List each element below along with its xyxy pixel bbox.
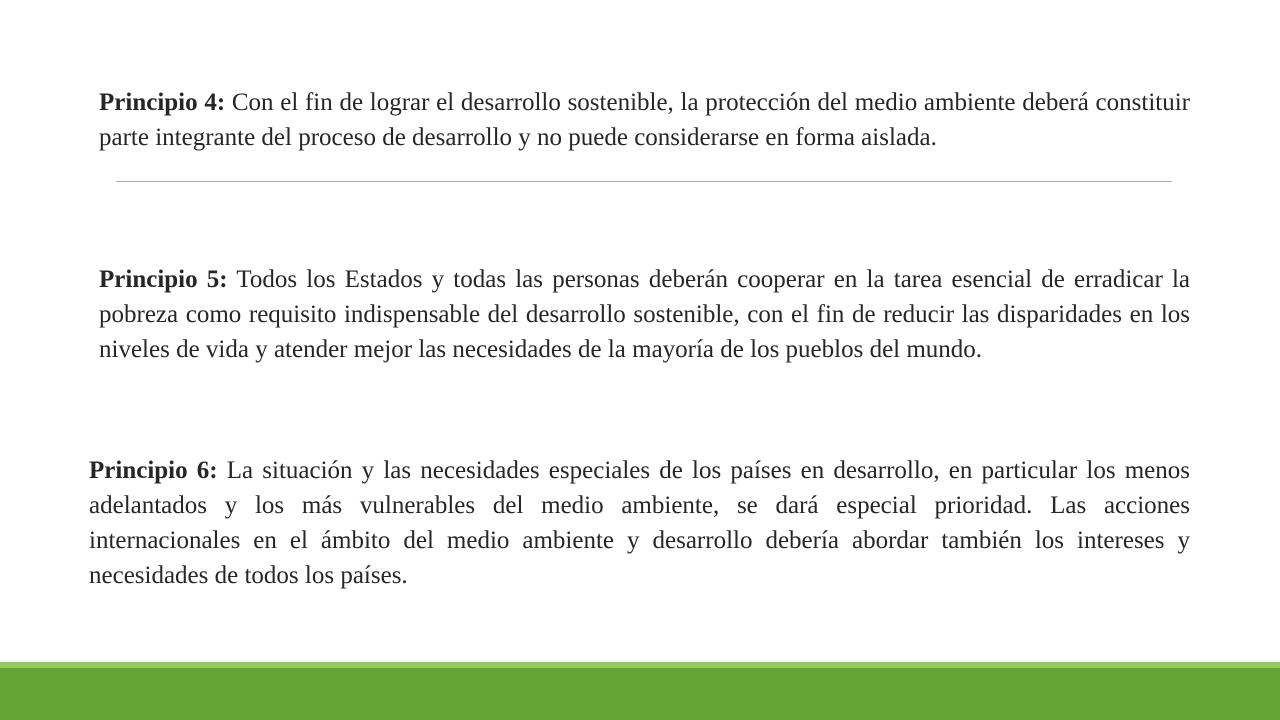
principle-4-paragraph <box>99 85 1190 155</box>
principle-6-text: La situación y las necesidades especiales de los países en desarrollo, en particular los menos adelantados y los más vulnerables del medio ambiente, se dará especial prioridad. Las acciones internacionales en el ámbito del medio ambiente y desarrollo debería abordar también los intereses y necesidades de todos los países. <box>89 457 1191 589</box>
principle-6-paragraph <box>89 453 1190 593</box>
footer-bar <box>0 668 1280 720</box>
principle-4-heading: Principio 4: <box>99 89 226 116</box>
principle-5-text: Todos los Estados y todas las personas deberán cooperar en la tarea esencial de erradicar la pobreza como requisito indispensable del desarrollo sostenible, con el fin de reducir las disparidades en los niveles de vida y atender mejor las necesidades de la mayoría de los pueblos del mundo. <box>99 266 1191 363</box>
principle-4-text: Con el fin de lograr el desarrollo sostenible, la protección del medio ambiente deberá constituir parte integrante del proceso de desarrollo y no puede considerarse en forma aislada. <box>99 89 1190 151</box>
principle-6-heading: Principio 6: <box>89 457 218 484</box>
divider-line <box>116 181 1172 182</box>
principle-5-heading: Principio 5: <box>99 266 228 293</box>
principle-5-paragraph <box>99 262 1190 367</box>
